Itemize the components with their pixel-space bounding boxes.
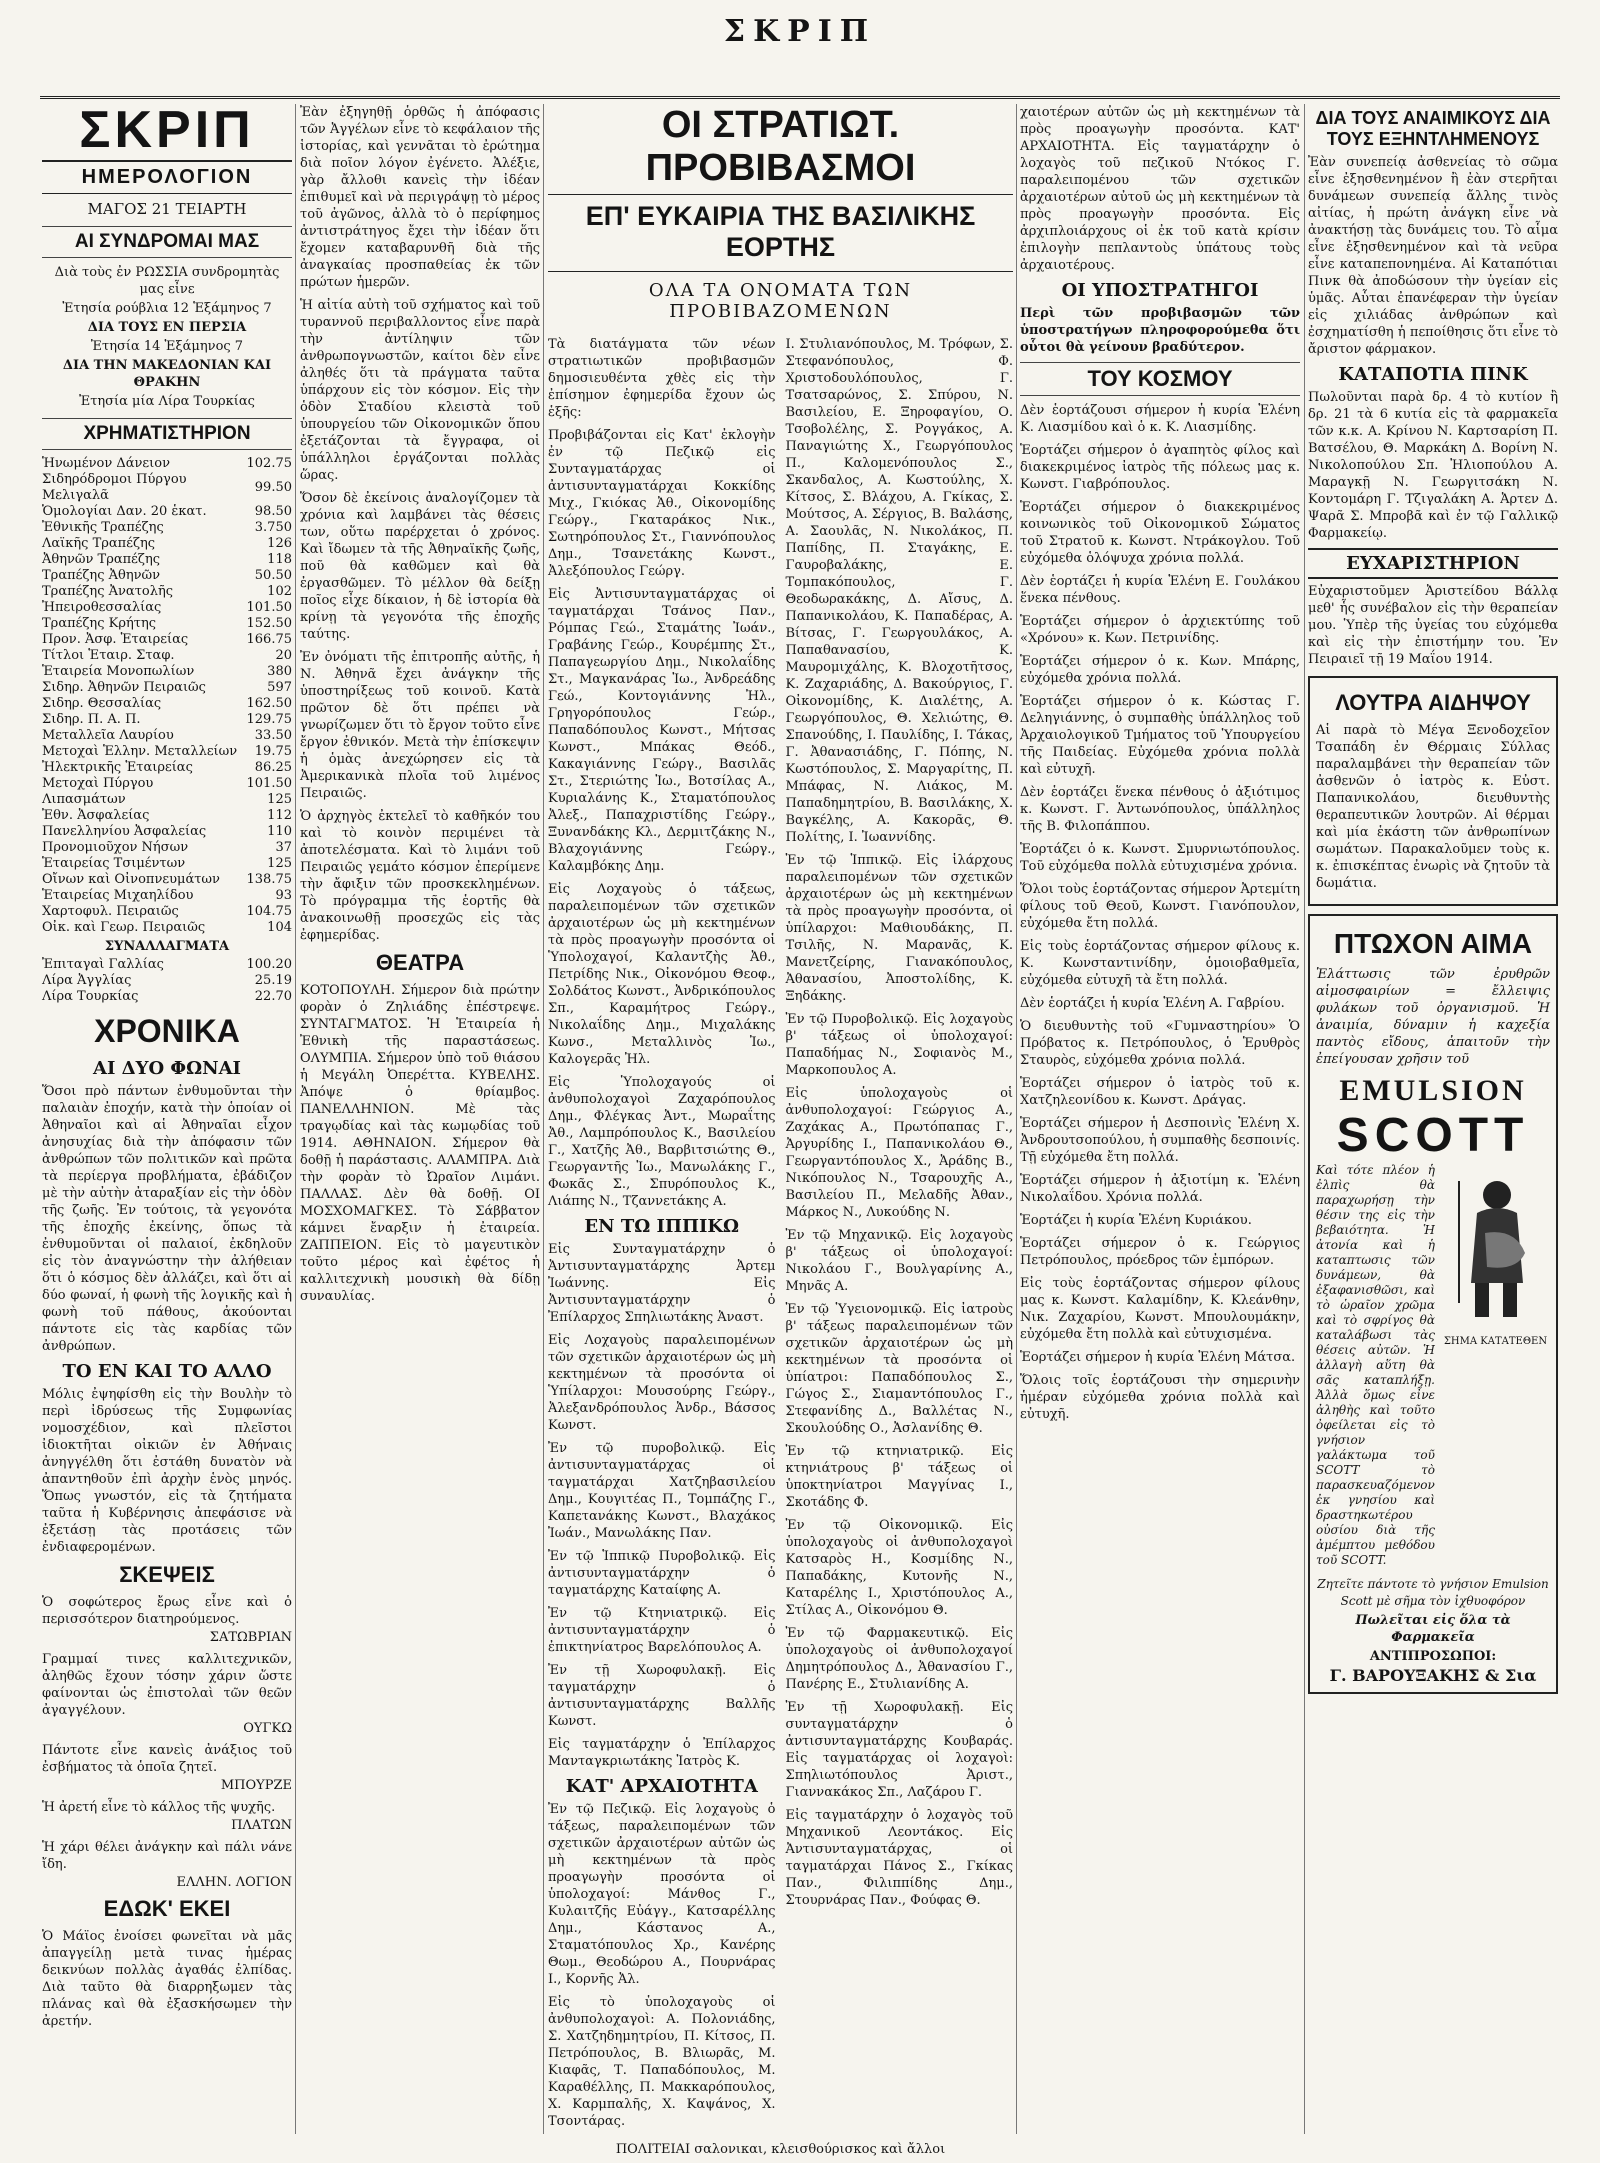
article-paragraph: Ἐν τῷ Ὑγειονομικῷ. Εἰς ἰατροὺς β' τάξεως παραλειπομένων τῶν σχετικῶν ἀρχαιοτέρων ὡς μὴ κεκτημένων τὰ προσόντα οἱ ὑπίατροι: Παπαδόπουλος Σ., Γώγος Σ., Σιαμαντόπουλος Γ., Στεφανίδης Δ., Βαλλέτας Ν., Σκουλούδης Ο., Ἀσλανίδης Θ.	[785, 1302, 1013, 1436]
exchange-table	[42, 456, 292, 936]
theatre-text: ΚΟΤΟΠΟΥΛΗ. Σήμερον διὰ πρώτην φορὰν ὁ Ζηλιάδης ἐπέστρεψε. ΣΥΝΤΑΓΜΑΤΟΣ. Ἡ Ἑταιρεία ἡ Ἐθνικὴ τῆς παραστάσεως. ΟΛΥΜΠΙΑ. Σήμερον ὑπὸ τοῦ θιάσου ἡ Μεγάλη Ὀπερέττα. ΚΥΒΕΛΗΣ. Ἀπόψε ὁ θρίαμβος. ΠΑΝΕΛΛΗΝΙΟΝ. Μὲ τὰς τραγῳδίας καὶ τὰς κωμῳδίας τοῦ 1914. ΑΘΗΝΑΙΟΝ. Σήμερον θὰ δοθῇ ἡ παράστασις. ΑΛΑΜΠΡΑ. Διὰ τὴν φορὰν τὸ Ὠραῖον Λιμάνι. ΠΑΛΛΑΣ. Δὲν θὰ δοθῇ. ΟΙ ΜΟΣΧΟΜΑΓΚΕΣ. Τὸ Σάββατον κάμνει ἔναρξιν ἡ ἐταιρεία. ΖΑΠΠΕΙΟΝ. Εἰς τὸ μαγευτικὸν τοῦτο μέρος καὶ ἐφέτος ἡ καλλιτεχνικὴ μουσικὴ θὰ δίδῃ συναυλίας.	[300, 983, 540, 1304]
article-paragraph: Ἑορτάζει ἡ κυρία Ἑλένη Κυριάκου.	[1020, 1213, 1252, 1228]
rate-row	[42, 472, 292, 504]
rate-value: 597	[267, 680, 292, 695]
rate-name: Οἴνων καὶ Οἰνοπνευμάτων	[42, 872, 220, 887]
rate-row	[42, 728, 292, 744]
baths-heading: ΛΟΥΤΡΑ ΑΙΔΗΨΟΥ	[1335, 690, 1531, 715]
rate-row	[42, 680, 292, 696]
rate-name: Μετοχαὶ Ἑλλην. Μεταλλείων	[42, 744, 238, 759]
rate-value: 112	[267, 808, 292, 823]
issue-date: ΜΑΓΟΣ 21 ΤΕΙΑΡΤΗ	[87, 200, 247, 218]
exchange-subheading: ΣΥΝΑΛΛΑΓΜΑΤΑ	[104, 939, 230, 954]
rate-value: 129.75	[246, 712, 292, 727]
rate-value: 125	[267, 792, 292, 807]
chronika-subheading: ΑΙ ΔΥΟ ΦΩΝΑΙ	[93, 1058, 241, 1079]
article-paragraph: Ἐν τῷ Ἱππικῷ Πυροβολικῷ. Εἰς ἀντισυνταγματάρχην ὁ ταγματάρχης Καταίφης Α.	[548, 1549, 776, 1598]
section-heading: ΚΑΤ' ΑΡΧΑΙΟΤΗΤΑ	[565, 1776, 758, 1797]
rate-value: 22.70	[254, 989, 292, 1004]
sub-line: Ἐτησία μία Λίρα Τουρκίας	[79, 394, 255, 409]
rate-value: 98.50	[254, 504, 292, 519]
article-paragraph: Ἑορτάζει σήμερον ἡ κυρία Ἑλένη Μάτσα.	[1020, 1350, 1296, 1365]
main-article-right	[786, 336, 1014, 2136]
thought-author: ΜΠΟΥΡΖΕ	[220, 1778, 292, 1793]
rate-row	[42, 824, 292, 840]
rate-name: Ἠπειροθεσσαλίας	[42, 600, 162, 615]
rate-name: Τραπέζης Κρήτης	[42, 616, 157, 631]
article-paragraph: Εἰς τὸ ὑπολοχαγοὺς οἱ ἀνθυπολοχαγοὶ: Α. Πολονιάδης, Σ. Χατζηδημητρίου, Π. Κίτσος, Π. Πετρόπουλος, Β. Βλιωρᾶς, Μ. Κιαφᾶς, Τ. Παπαδόπουλος, Μ. Καραθέλλης, Π. Μακκαρόπουλος, Χ. Καρμπαλῆς, Χ. Καψάνος, Χ. Τσοντάρας.	[548, 1995, 776, 2129]
rate-name: Ὁμολογίαι Δαν. 20 ἑκατ.	[42, 504, 207, 519]
rate-row	[42, 696, 292, 712]
rate-name: Λαϊκῆς Τραπέζης	[42, 536, 156, 551]
rate-value: 126	[267, 536, 292, 551]
rate-name: Ἡνωμένον Δάνειον	[42, 456, 170, 471]
article-paragraph: Ἐν τῷ κτηνιατρικῷ. Εἰς κτηνιάτρους β' τάξεως οἱ ὑποκτηνίατροι Μαγγίνας Ι., Σκοτάδης Φ.	[785, 1444, 1013, 1510]
article-paragraph: Ἑορτάζει σήμερον ἡ Δεσποινὶς Ἑλένη Χ. Ἀνδρουτσοπούλου, ἡ συμπαθὴς δεσποινίς. Τῇ εὐχόμεθα ἔτη πολλά.	[1020, 1116, 1300, 1165]
rate-value: 101.50	[246, 600, 292, 615]
article-paragraph: Ἐν τῷ Κτηνιατρικῷ. Εἰς ἀντισυνταγματάρχην ὁ ἐπικτηνίατρος Βαρελόπουλος Α.	[548, 1606, 776, 1655]
rate-name: Ἑταιρεία Μονοπωλίων	[42, 664, 195, 679]
rate-row	[42, 504, 292, 520]
pink-heading: ΚΑΤΑΠΟΤΙΑ ΠΙΝΚ	[1338, 364, 1528, 385]
seek-line: Ζητεῖτε πάντοτε τὸ γνήσιον Emulsion Scott μὲ σῆμα τὸν ἰχθυοφόρον	[1317, 1577, 1549, 1608]
rate-name: Χαρτοφυλ. Πειραιῶς	[42, 904, 179, 919]
rate-row	[42, 744, 292, 760]
rate-value: 100.20	[246, 957, 292, 972]
column-divider	[295, 104, 296, 2134]
rate-name: Ἐθνικῆς Τραπέζης	[42, 520, 164, 535]
article-paragraph: Ι. Στυλιανόπουλος, Μ. Τρόφων, Σ. Στεφανόπουλος, Φ. Χριστοδουλόπουλος, Γ. Τσατσαρώνος, Σ. Σπύρου, Ν. Βασιλείου, Ε. Ξηροφαγίου, Ο. Τσοβολέλης, Σ. Ρογγάκος, Α. Παναγιώτης Χ., Γεωργόπουλος Π., Καλομενόπουλος Σ., Σκανδαλος, Α. Κωστούλης, Χ. Κίτσος, Σ. Βλάχου, Α. Γκίκας, Σ. Μούτσος, Α. Σέργιος, Β. Βαλάσης, Α. Σαουλᾶς, Ν. Νικολάκος, Π. Παπίδης, Π. Σταγάκης, Ε. Γαυροβαλάκης, Ε. Τομπακόπουλος, Γ. Θεοδωρακάκης, Δ. Αἴσυς, Δ. Παπανικολάου, Κ. Παπαδέρας, Α. Βίτσας, Γ. Γεωργουλάκος, Α. Παπαθανασίου, Κ. Μαυρομιχάλης, Κ. Βλοχοτῆτσος, Κ. Ζαχαριάδης, Δ. Βακούργιος, Γ. Οἰκονομίδης, Κ. Διαλέτης, Α. Γεωργόπουλος, Θ. Χελιώτης, Θ. Σπανούδης, Ι. Παυλίδης, Ι. Τάκας, Γ. Ἀθανασιάδης, Γ. Πόπης, Ν. Κωστόπουλος, Σ. Μαργαρίτης, Π. Μπάφας, Ν. Λιάκος, Μ. Παπαδημητρίου, Β. Βασιλάκης, Χ. Βαγκέλης, Α. Κακορᾶς, Θ. Πολίτης, Ι. Ἰωαννίδης.	[785, 337, 1013, 845]
rate-value: 93	[275, 888, 292, 903]
pink-text: Πωλοῦνται παρὰ δρ. 4 τὸ κυτίον ἢ δρ. 21 τὰ 6 κυτία εἰς τὰ φαρμακεῖα τῶν κ.κ. Α. Κρίνου Ν. Καρτσαρίση Π. Βατσέλου, Θ. Μαρκάκη Δ. Βορίνη Ν. Νικολοπούλου Σπ. Ἠλιοπούλου Α. Μαραγκῇ Ν. Γεωργιτσάκη Ν. Κοντομάρη Γ. Τζιγαλάκη Α. Ἀρτεν Δ. Ψαρᾶ Σ. Μπροβᾶ καὶ ἐν τῷ Γαλλικῷ Φαρμακείῳ.	[1308, 390, 1558, 541]
generals-text: Περὶ τῶν προβιβασμῶν τῶν ὑποστρατήγων πληροφορούμεθα ὅτι οὗτοι θὰ γείνουν βραδύτερον.	[1020, 306, 1300, 355]
thought-author: ΕΛΛΗΝ. ΛΟΓΙΟΝ	[176, 1875, 292, 1890]
rate-value: 104.75	[246, 904, 292, 919]
agent-name: Γ. ΒΑΡΟΥΞΑΚΗΣ & Σια	[1329, 1666, 1537, 1685]
article-paragraph: Ἐν τῇ Χωροφυλακῇ. Εἰς συνταγματάρχην ὁ ἀντισυνταγματάρχης Κουβαράς. Εἰς ταγματάρχας οἱ λοχαγοὶ: Σπηλιωτόπουλος Ἀριστ., Γιαννακάκος Σπ., Λαζάρου Γ.	[785, 1700, 1013, 1800]
rate-row	[42, 536, 292, 552]
scott-ad-body	[1316, 1163, 1550, 1574]
thought-text: Πάντοτε εἶνε κανεὶς ἀνάξιος τοῦ ἐσβήματος τὰ ὁποῖα ζητεῖ.	[42, 1743, 292, 1775]
rate-name: Ἐθν. Ἀσφαλείας	[42, 808, 150, 823]
rate-value: 37	[275, 840, 292, 855]
sub-line: ΔΙΑ ΤΟΥΣ ΕΝ ΠΕΡΣΙΑ	[87, 320, 247, 335]
rate-name: Λίρα Τουρκίας	[42, 989, 139, 1004]
sub-line: Διὰ τοὺς ἐν ΡΩΣΣΙΑ συνδρομητὰς μας εἶνε	[54, 265, 280, 297]
article-paragraph: Εἰς Λοχαγοὺς ὁ τάξεως, παραλειπομένων τῶν σχετικῶν ἀρχαιοτέρων ὡς μὴ κεκτημένων τὰ πρὸς προαγωγὴν προσόντα οἱ Ὑπολοχαγοί, Καλαντζὴς Ἀθ., Πετρίδης Νικ., Οἰκονόμου Θεοφ., Σολδάτος Κωνστ., Ἀνδρικόπουλος Σπ., Καραμήτρος Γεώργ., Νικολαΐδης Δημ., Μιχαλάκης Κωνσ., Μεταλλινὸς Ἰω., Καλογερᾶς Ἠλ.	[548, 882, 776, 1067]
rate-value: 380	[267, 664, 292, 679]
rate-name: Ἐπιταγαὶ Γαλλίας	[42, 957, 164, 972]
article-paragraph: Εἰς τοὺς ἑορτάζοντας σήμερον φίλους μας κ. Κωνστ. Καλαμίδην, Κ. Κλεάνθην, Νικ. Ζαχαρίου, Κωνστ. Μπουλουμάκην, εὐχόμεθα ἔτη πολλὰ καὶ εὐτυχισμένα.	[1020, 1276, 1300, 1342]
rate-value: 152.50	[246, 616, 292, 631]
article-paragraph: Ἑορτάζει σήμερον ὁ κ. Κων. Μπάρης, εὐχόμεθα χρόνια πολλά.	[1020, 654, 1300, 686]
edok-text: Ὁ Μάϊος ἐνοίσει φωνεῖται νὰ μᾶς ἀπαγγείλῃ μετὰ τινας ἡμέρας δεικνύων πολλὰς ἀγαθάς ἐλπίδας. Διὰ ταῦτο θὰ διαρρηξωμεν τὰς πλάνας καὶ θὰ ἐξασκήσωμεν τὴν ἀρετήν.	[42, 1929, 292, 2029]
chronika-heading: ΧΡΟΝΙΚΑ	[94, 1013, 240, 1049]
article-paragraph: Ἑορτάζει σήμερον ὁ ἰατρὸς τοῦ κ. Χατζηλεονίδου κ. Κωνστ. Δράγας.	[1020, 1076, 1300, 1108]
masthead	[40, 4, 1560, 99]
rate-value: 25.19	[254, 973, 292, 988]
rate-row	[42, 792, 292, 808]
article-paragraph: Εἰς ταγματάρχην ὁ λοχαγὸς τοῦ Μηχανικοῦ Λεοντάκος. Εἰς Ἀντισυνταγματάρχας, οἱ ταγματάρχαι Πάνος Σ., Γκίκας Παν., Φιλιππίδης Δημ., Στουρνάρας Παν., Φούφας Θ.	[785, 1808, 1013, 1908]
thought-text: Ἡ χάρι θέλει ἀνάγκην καὶ πάλι νάνε ἴδη.	[42, 1840, 292, 1872]
rate-row	[42, 456, 292, 472]
article-paragraph: Τὰ διατάγματα τῶν νέων στρατιωτικῶν προβιβασμῶν δημοσιευθέντα χθὲς εἰς τὴν ἐπίσημον ἐφημερίδα ἔχουν ὡς ἑξῆς:	[548, 337, 776, 420]
rate-row	[42, 600, 292, 616]
rate-value: 166.75	[246, 632, 292, 647]
main-article-left	[548, 336, 776, 2136]
calendar-heading: ΗΜΕΡΟΛΟΓΙΟΝ	[42, 160, 292, 194]
rate-name: Προν. Ἀσφ. Ἑταιρείας	[42, 632, 189, 647]
baths-text: Αἱ παρὰ τὸ Μέγα Ξενοδοχεῖον Τσαπάδη ἐν Θέρμαις Σύλλας παραλαμβάνει τὴν θεραπείαν τῶν ἀσθενῶν ὁ ἰατρὸς κ. Εὐστ. Παπανικολάου, διευθυντὴς θεραπευτικῶν λουτρῶν. Αἱ θέρμαι καὶ μία ἑκάστη τῶν ἀνθρωπίνων σωμάτων. Παρακαλοῦμεν τοὺς κ. κ. ἐπισκέπτας ἐνωρὶς νὰ ζητοῦν τὰ δωμάτια.	[1316, 723, 1550, 891]
rate-row	[42, 808, 292, 824]
column-5	[1308, 104, 1558, 2144]
article-text: Ὁ ἀρχηγὸς ἐκτελεῖ τὸ καθῆκόν του καὶ τὸ κοινὸν περιμένει τὰ ἀποτελέσματα. Καὶ τὸ λιμάνι τοῦ Πειραιῶς γεμάτο κόσμον ἐπερίμενε τὴν ἄφιξιν τῶν προσκεκλημένων. Τὸ πρόγραμμα τῆς ἑορτῆς θὰ ἀνακοινωθῇ προσεχῶς εἰς τὰς ἐφημερίδας.	[300, 809, 540, 943]
column-divider	[543, 104, 544, 2134]
rate-name: Σιδηρ. Ἀθηνῶν Πειραιῶς	[42, 680, 206, 695]
rate-row	[42, 616, 292, 632]
column-divider	[1016, 104, 1017, 2134]
rate-name: Τίτλοι Ἑταιρ. Σταφ.	[42, 648, 175, 663]
fx-table	[42, 957, 292, 1005]
article-paragraph: Ἑορτάζει σήμερον ὁ διακεκριμένος κοινωνικὸς τοῦ Οἰκονομικοῦ Σώματος τοῦ Στρατοῦ κ. Κωνστ. Ντράκογλου. Τοῦ εὐχόμεθα ὁλόψυχα χρόνια πολλά.	[1020, 500, 1300, 566]
social-notices	[1020, 402, 1300, 1423]
article-paragraph: Ἐν τῷ Οἰκονομικῷ. Εἰς ὑπολοχαγοὺς οἱ ἀνθυπολοχαγοὶ Κατσαρὸς Η., Κοσμίδης Ν., Παπαδάκης, Κυτονῆς Ν., Καταρέλης Ι., Χριστόπουλος Α., Στίλας Α., Οἰκονόμου Θ.	[785, 1518, 1013, 1618]
rate-name: Προνομιοῦχον Νήσων	[42, 840, 189, 855]
rate-name: Πανελληνίου Ἀσφαλείας	[42, 824, 207, 839]
rate-name: Ἑταιρείας Τσιμέντων	[42, 856, 186, 871]
rate-value: 101.50	[246, 776, 292, 791]
anemic-text: Ἐὰν συνεπείᾳ ἀσθενείας τὸ σῶμα εἶνε ἐξησθενημένον ἢ ἐὰν στερῆται δυνάμεων συνεπείᾳ ἄλλης τινὸς αἰτίας, ἡ πρώτη ἀνάγκη εἶνε νὰ ἀνακτήσῃ τὰς δυνάμεις του. Τὸ αἷμα εἶνε ἐξησθενημένον καὶ τὰ νεῦρα εἶνε καταπεπονημένα. Αἱ Καταπότιαι Πινκ θὰ ἀποδώσουν τὴν ὑγείαν εἰς ὑμᾶς. Αὗται ἐπανέφεραν τὴν ὑγείαν εἰς χιλιάδας ἀνθρώπων καὶ ἐσχηματίσθη ἡ πεποίθησις ὅτι εἶνε τὸ ἄριστον φάρμακον.	[1308, 155, 1558, 357]
rate-row	[42, 872, 292, 888]
column-4	[1020, 104, 1300, 2144]
rate-value: 3.750	[254, 520, 292, 535]
anemic-heading: ΔΙΑ ΤΟΥΣ ΑΝΑΙΜΙΚΟΥΣ ΔΙΑ ΤΟΥΣ ΕΞΗΝΤΛΗΜΕΝΟΥΣ	[1315, 108, 1551, 149]
rate-row	[42, 957, 292, 973]
article-paragraph: Εἰς Ὑπολοχαγούς οἱ ἀνθυπολοχαγοὶ Ζαχαρόπουλος Δημ., Φλέγκας Ἀντ., Μωραΐτης Ἀθ., Λαμπρόπουλος Κ., Βασιλείου Γ., Χατζῆς Ἀθ., Βαρβιτσιώτης Θ., Γεωργαντῆς Ἰω., Μανωλάκης Γ., Φωκᾶς Σ., Σπυρόπουλος Κ., Λιάπης Ν., Τζαννετάκης Α.	[548, 1075, 776, 1209]
article-paragraph: Ἐν τῷ Πεζικῷ. Εἰς λοχαγοὺς ὁ τάξεως, παραλειπομένων τῶν σχετικῶν ἀρχαιοτέρων αὐτῶν ὡς μὴ κεκτημένων τὰ πρὸς προαγωγὴν προσόντα οἱ ὑπολοχαγοί: Μάνθος Γ., Κυλαιτζῆς Εὐάγγ., Κατσαρέλλης Δημ., Κάστανος Α., Σταματόπουλος Χρ., Κανέρης Θωμ., Θεοδώρου Α., Πουρνάρας Ι., Κορνῆς Ἀλ.	[548, 1802, 776, 1987]
scott-slogan: Καὶ τότε πλέον ἡ ἐλπὶς θὰ παραχωρήσῃ τὴν θέσιν της εἰς τὴν βεβαιότητα. Ἡ ἀτονία καὶ ἡ καταπτωσις τῶν δυνάμεων, θὰ ἐξαφανισθῶσι, καὶ τὸ ὡραῖον χρῶμα καὶ τὸ σφρίγος θὰ καταλάβωσι τὰς θέσεις αὐτῶν. Ἡ ἀλλαγὴ αὕτη θὰ σᾶς καταπλήξῃ. Ἀλλὰ ὅμως εἶνε ἀληθὴς καὶ τοῦτο ὀφείλεται εἰς τὸ γνήσιον γαλάκτωμα τοῦ SCOTT τὸ παρασκευαζόμενον ἐκ γνησίου καὶ δραστηκωτέρου οὐσίου διὰ τῆς ἀμέμπτου μεθόδου τοῦ SCOTT.	[1316, 1163, 1435, 1567]
masthead-title: ΣΚΡΙΠ	[723, 14, 877, 49]
rate-row	[42, 840, 292, 856]
article-paragraph: Ὅλοι τοὺς ἑορτάζοντας σήμερον Ἀρτεμίτη φίλους τοῦ Θεοῦ, Κωνστ. Γιανόπουλον, εὐχόμεθα ἔτη πολλά.	[1020, 882, 1300, 931]
rate-row	[42, 664, 292, 680]
rate-name: Ἠλεκτρικῆς Ἑταιρείας	[42, 760, 193, 775]
thought-author: ΟΥΓΚΩ	[243, 1721, 292, 1736]
thought-author: ΣΑΤΩΒΡΙΑΝ	[209, 1630, 292, 1645]
generals-heading: ΟΙ ΥΠΟΣΤΡΑΤΗΓΟΙ	[1061, 280, 1259, 301]
rate-name: Τραπέζης Ἀθηνῶν	[42, 568, 161, 583]
rate-row	[42, 989, 292, 1005]
rate-value: 102	[267, 584, 292, 599]
rate-value: 19.75	[254, 744, 292, 759]
article-text: Ἐν ὀνόματι τῆς ἐπιτροπῆς αὐτῆς, ἡ Ν. Ἀθηνᾶ ἔχει ἀνάγκην τῆς ὑποστηρίξεως τοῦ κοινοῦ. Κατὰ πρῶτον δὲ ὅτι πρέπει νὰ γνωρίζωμεν ὅτι τὸ ἔργον τοῦτο εἶνε ἔργον ἐθνικόν. Μετὰ τὴν ἐπίσκεψιν ἡ ὁμὰς ἀνεχώρησεν εἰς τὰ Ἀμερικανικὰ πλοῖα τοῦ λιμένος Πειραιῶς.	[300, 650, 540, 801]
rate-value: 20	[275, 648, 292, 663]
article-text: χαιοτέρων αὐτῶν ὡς μὴ κεκτημένων τὰ πρὸς προαγωγὴν προσόντα. ΚΑΤ' ΑΡΧΑΙΟΤΗΤΑ. Εἰς ταγματάρχην ὁ λοχαγὸς τοῦ πεζικοῦ Ντόκος Γ. παραλειπομένου τῶν σχετικῶν ἀρχαιοτέρων αὐτοῦ ὡς μὴ κεκτημένων τὰ πρὸς προαγωγὴν προσόντα. Εἰς ἀρχιπλοιάρχους οἱ ἐκ τοῦ κατὰ κρίσιν ἐπιλογὴν πεπλαντοὺς ὑπάτους τοὺς ἀρχαιοτέρους.	[1020, 105, 1300, 273]
article-paragraph: Ἑορτάζει σήμερον ὁ κ. Γεώργιος Πετρόπουλος, πρόεδρος τῶν ἐμπόρων.	[1020, 1236, 1300, 1268]
thought-text: Ἡ ἀρετή εἶνε τὸ κάλλος τῆς ψυχῆς.	[42, 1800, 276, 1815]
thoughts-heading: ΣΚΕΨΕΙΣ	[119, 1562, 215, 1587]
rate-row	[42, 648, 292, 664]
theatre-heading: ΘΕΑΤΡΑ	[375, 950, 465, 975]
rate-name: Μεταλλεῖα Λαυρίου	[42, 728, 174, 743]
rate-value: 50.50	[254, 568, 292, 583]
article-paragraph: Δὲν ἑορτάζουσι σήμερον ἡ κυρία Ἑλένη Κ. Λιασμίδου καὶ ὁ κ. Κ. Λιασμίδης.	[1020, 403, 1300, 435]
rate-value: 102.75	[246, 456, 292, 471]
baths-ad	[1308, 676, 1558, 906]
article-paragraph: Ἐν τῷ Φαρμακευτικῷ. Εἰς ὑπολοχαγοὺς οἱ ἀνθυπολοχαγοί Δημητρόπουλος Δ., Ἀθανασίου Γ., Πανέρης Ε., Στυλιανίδης Α.	[785, 1626, 1013, 1692]
main-subheadline: ΕΠ' ΕΥΚΑΙΡΙΑ ΤΗΣ ΒΑΣΙΛΙΚΗΣ ΕΟΡΤΗΣ	[585, 201, 976, 262]
rate-row	[42, 888, 292, 904]
rate-value: 110	[267, 824, 292, 839]
thought-text: Ὁ σοφώτερος ἔρως εἶνε καὶ ὁ περισσότερον διατηρούμενος.	[42, 1595, 292, 1627]
rate-row	[42, 584, 292, 600]
thoughts-list	[42, 1594, 292, 1890]
main-subheadline-2: ΟΛΑ ΤΑ ΟΝΟΜΑΤΑ ΤΩΝ ΠΡΟΒΙΒΑΖΟΜΕΝΩΝ	[548, 271, 1013, 322]
brand-scott: SCOTT	[1336, 1109, 1530, 1162]
article-text: Ἡ αἰτία αὐτὴ τοῦ σχήματος καὶ τοῦ τυραννοῦ περιβαλλοντος εἶνε παρὰ τὴν ἀντίληψιν τῶν ἀνθρωπογνωστῶν, καίτοι δὲν εἶνε ἀληθές ὅτι τὰ πράγματα ταῦτα ὑπάρχουν εἰς τὸν κόσμον. Εἰς τὴν ὁδὸν Σταδίου κλειστὰ τοῦ ὑπουργείου τῶν Οἰκονομικῶν ὅπου ἐξετάζονται τὰ ἔγγραφα, οἱ ὑπάλληλοι ἐργάζονται πολλὰς ὥρας.	[300, 298, 540, 483]
column-2	[300, 104, 540, 2144]
article-paragraph: Ἐν τῷ Μηχανικῷ. Εἰς λοχαγοὺς β' τάξεως οἱ ὑπολοχαγοί: Νικολάου Γ., Βουλγαρίνης Α., Μηνᾶς Α.	[785, 1228, 1013, 1294]
rate-name: Λίρα Ἀγγλίας	[42, 973, 132, 988]
blood-text: Ἐλάττωσις τῶν ἐρυθρῶν αἱμοσφαιρίων = ἔλλειψις φυλάκων τοῦ ὀργανισμοῦ. Ἡ ἀναιμία, δύναμιν ἡ καχεξία παντὸς εἴδους, ἀπαιτοῦν τὴν ἐπείγουσαν χρῆσιν τοῦ	[1316, 967, 1550, 1067]
article-paragraph: Εἰς τοὺς ἑορτάζοντας σήμερον φίλους κ. Κ. Κωνσταντινίδην, ὁμοιοβαθμεῖα, εὐχόμεθα εὐτυχῆ τὰ ἔτη πολλά.	[1020, 939, 1300, 988]
thanks-heading: ΕΥΧΑΡΙΣΤΗΡΙΟΝ	[1308, 548, 1558, 579]
rate-row	[42, 712, 292, 728]
sub-line: Ἐτησία 14 Ἑξάμηνος 7	[90, 339, 244, 354]
article-text: Ἐὰν ἐξηγηθῇ ὁρθῶς ἡ ἀπόφασις τῶν Ἀγγέλων εἶνε τὸ κεφάλαιον τῆς ἱστορίας, καὶ γεννᾶται τὸ ἐρώτημα διὰ ποῖον λόγον ἐγένετο. Ἀλέξιε, γὰρ ἄλλοθι κανεὶς τὴν ἰδέαν ἐπιθυμεῖ καὶ νὰ περιγράψῃ τὸ μέρος τοῦ ἀγῶνος, ἀλλὰ τὸ ὁ περίφημος ἀντιστράτηγος ἔχει τὴν ἰδέαν ὅτι ἔχομεν καταβαρυνθῆ διὰ τῆς ἀναγκαίας προσπαθείας ἐκ τῶν πρώτων ἡμερῶν.	[300, 105, 540, 290]
logo: ΣΚΡΙΠ	[79, 101, 255, 159]
fisherman-icon	[1445, 1173, 1545, 1323]
column-1	[42, 101, 292, 2144]
rate-name: Ἑταιρείας Μιχαηλίδου	[42, 888, 194, 903]
rate-value: 99.50	[254, 480, 292, 495]
article-paragraph: Εἰς Συνταγματάρχην ὁ Ἀντισυνταγματάρχης Ἀρτεμ Ἰωάννης. Εἰς Ἀντισυνταγματάρχην ὁ Ἐπίλαρχος Σπηλιωτάκης Ἀναστ.	[548, 1242, 776, 1325]
article-paragraph: Ὅλοις τοῖς ἑορτάζουσι τὴν σημερινὴν ἡμέραν εὐχόμεθα χρόνια πολλὰ καὶ εὐτυχῆ.	[1020, 1373, 1300, 1422]
rate-row	[42, 760, 292, 776]
rate-name: Οἰκ. καὶ Γεωρ. Πειραιῶς	[42, 920, 206, 935]
scott-ad	[1308, 914, 1558, 1694]
article-paragraph: Ἑορτάζει σήμερον ὁ ἀρχιεκτύπης τοῦ «Χρόνου» κ. Κων. Πετρινίδης.	[1020, 614, 1300, 646]
main-article	[548, 336, 1013, 2136]
subscriptions-heading: ΑΙ ΣΥΝΔΡΟΜΑΙ ΜΑΣ	[42, 226, 292, 258]
article-paragraph: Ἐν τῇ Χωροφυλακῇ. Εἰς ταγματάρχην ὁ ἀντισυνταγματάρχης Βαλλῆς Κωνστ.	[548, 1663, 776, 1729]
rate-name: Σιδηρ. Θεσσαλίας	[42, 696, 162, 711]
other-heading: ΤΟ ΕΝ ΚΑΙ ΤΟ ΑΛΛΟ	[62, 1361, 272, 1382]
article-paragraph: Ἑορτάζει ὁ κ. Κωνστ. Σμυρνιωτόπουλος. Τοῦ εὐχόμεθα πολλὰ εὐτυχισμένα χρόνια.	[1020, 842, 1300, 874]
rate-row	[42, 973, 292, 989]
article-paragraph: Εἰς Λοχαγοὺς παραλειπομένων τῶν σχετικῶν ἀρχαιοτέρων ὡς μὴ κεκτημένων τὰ προσόντα οἱ Ὑπίλαρχοι: Μουσούρης Γεώργ., Ἀλεξανδρόπουλος Ἀνδρ., Βάσσος Κωνστ.	[548, 1333, 776, 1433]
world-heading: ΤΟΥ ΚΟΣΜΟΥ	[1020, 362, 1300, 396]
rate-value: 86.25	[254, 760, 292, 775]
rate-row	[42, 632, 292, 648]
rate-value: 125	[267, 856, 292, 871]
thought-author: ΠΛΑΤΩΝ	[231, 1818, 292, 1833]
rate-value: 118	[267, 552, 292, 567]
rate-row	[42, 856, 292, 872]
article-paragraph: Ἐν τῷ Πυροβολικῷ. Εἰς λοχαγοὺς β' τάξεως οἱ ὑπολοχαγοί: Παπαδήμας Ν., Σοφιανὸς Μ., Μαρκοπουλος Α.	[785, 1012, 1013, 1078]
article-paragraph: Ἑορτάζει σήμερον ὁ κ. Κώστας Γ. Δεληγιάννης, ὁ συμπαθὴς ὑπάλληλος τοῦ Ἀρχαιολογικοῦ Τμήματος τοῦ Ὑπουργείου τῆς Παιδείας. Εὐχόμεθα χρόνια πολλὰ καὶ εὐτυχῆ.	[1020, 694, 1300, 777]
rate-value: 138.75	[246, 872, 292, 887]
article-paragraph: Εἰς Ἀντισυνταγματάρχας οἱ ταγματάρχαι Τσάνος Παν., Ρόμπας Γεώ., Σταμάτης Ἰωάν., Γραβάνης Γεώρ., Κουρέμπης Στ., Παπαγεωργίου Δημ., Νικολαΐδης Στ., Μαγκανάρας Ἰω., Ἀνδρεάδης Γεώ., Κοντογιάννης Ἠλ., Γρηγορόπουλος Γεώρ., Παπαδόπουλος Κωνστ., Μήτσας Κωνστ., Μπάκας Θεόδ., Κακαγιάννης Γεώργ., Βασιλᾶς Στ., Στεριώτης Ἰω., Βοτσίλας Α., Κυριαλάνης Κ., Σταματόπουλος Ἀλεξ., Παπαχριστίδης Γεώργ., Ξυνανδάκης Κλ., Δερμιτζάκης Ν., Βλαχογιάννης Γεώργ., Καλαμβόκης Δημ.	[548, 587, 776, 874]
article-paragraph: Ὁ διευθυντὴς τοῦ «Γυμναστηρίου» Ὁ Πρόβατος κ. Πετρόπουλος, ὁ Ἑρυθρὸς Σταυρὸς, εὐχόμεθα χρόνια πολλά.	[1020, 1019, 1300, 1068]
thought-text: Γραμμαί τινες καλλιτεχνικῶν, ἀληθῶς ἔχουν τόσην χάριν ὥστε φαίνονται ὡς ἐπιστολαὶ τῶν θεῶν ἀγαγγέλουν.	[42, 1652, 292, 1718]
agents-label: ΑΝΤΙΠΡΟΣΩΠΟΙ:	[1369, 1649, 1497, 1664]
rate-value: 104	[267, 920, 292, 935]
article-paragraph: Δὲν ἑορτάζει ἕνεκα πένθους ὁ ἀξιότιμος κ. Κωνστ. Γ. Ἀντωνόπουλος, ὑπάλληλος τῆς Β. Φιλοπάππου.	[1020, 785, 1300, 834]
rate-name: Μετοχαὶ Πύργου	[42, 776, 154, 791]
article-paragraph: Δὲν ἑορτάζει ἡ κυρία Ἑλένη Α. Γαβρίου.	[1020, 996, 1285, 1011]
article-paragraph: Ἑορτάζει σήμερον ἡ ἀξιοτίμη κ. Ἑλένη Νικολαΐδου. Χρόνια πολλά.	[1020, 1173, 1300, 1205]
trademark-label: ΣΗΜΑ ΚΑΤΑΤΕΘΕΝ	[1443, 1336, 1548, 1347]
article-paragraph: Εἰς ταγματάρχην ὁ Ἐπίλαρχος Μανταγκριωτάκης Ἰατρὸς Κ.	[548, 1737, 776, 1769]
fisherman-figure	[1441, 1163, 1550, 1574]
article-paragraph: Εἰς ὑπολοχαγοὺς οἱ ἀνθυπολοχαγοί: Γεώργιος Α., Ζαχάκας Α., Πρωτόπαπας Γ., Ἀργυρίδης Ι., Παπανικολάου Θ., Γεωργαντόπουλος Χ., Ἀράδης Β., Νικόπουλος Ν., Τσαρουχῆς Α., Βασιλείου Π., Μελαδῆς Ἀθαν., Μάρκος Ν., Λυκούδης Ν.	[785, 1086, 1013, 1220]
column-3	[548, 104, 1013, 2157]
sub-line: Ἐτησία ρούβλια 12 Ἑξάμηνος 7	[62, 301, 272, 316]
rate-name: Λιπασμάτων	[42, 792, 126, 807]
main-headline: ΟΙ ΣΤΡΑΤΙΩΤ. ΠΡΟΒΙΒΑΣΜΟΙ	[548, 104, 1013, 195]
rate-row	[42, 568, 292, 584]
edok-heading: ΕΔΩΚ' ΕΚΕΙ	[103, 1896, 231, 1921]
rate-row	[42, 776, 292, 792]
other-text: Μόλις ἐψηφίσθη εἰς τὴν Βουλὴν τὸ περὶ ἰδρύσεως τῆς Συμφωνίας νομοσχέδιον, καὶ πλεῖστοι ἰδιοκτῆται οἰκιῶν ἐν Ἀθήναις ἀνηγγέλθη ὅτι ἐστάθη δυνατὸν νὰ ἀπαντηθοῦν ἐπὶ ἀρχὴν ἑνὸς μηνός. Ὅπως γνωστόν, εἰς τὰ ζητήματα ταῦτα ἡ Κυβέρνησις ἀπεφάσισε νὰ ἐξετάσῃ τὰς προτάσεις τῶν ἐνδιαφερομένων.	[42, 1387, 292, 1555]
rate-row	[42, 904, 292, 920]
rate-value: 162.50	[246, 696, 292, 711]
blood-heading: ΠΤΩΧΟΝ ΑΙΜΑ	[1333, 928, 1533, 959]
rate-row	[42, 520, 292, 536]
brand-emulsion: EMULSION	[1339, 1074, 1527, 1107]
article-paragraph: Ἑορτάζει σήμερον ὁ ἀγαπητὸς φίλος καὶ διακεκριμένος ἰατρὸς τῆς πόλεως μας κ. Κωνστ. Γιαβρόπουλος.	[1020, 443, 1300, 492]
column-divider	[1304, 104, 1305, 2134]
chronika-text: Ὅσοι πρὸ πάντων ἐνθυμοῦνται τὴν παλαιὰν ἐποχήν, κατὰ τὴν ὁποίαν οἱ Ἀθηναῖοι καὶ αἱ Ἀθηναῖαι εἶχον ἀνησυχίας διὰ τὴν ἀπόφασιν τῶν ἀνθρώπων τῶν πολιτικῶν καὶ πρῶτα τὰ περίεργα προβλήματα, ἐβάδιζον μὲ τὴν αὐτὴν ἀταραξίαν εἰς τὴν ὁδὸν τῆς ζωῆς. Ἐν τούτοις, τὰ γεγονότα τῆς ἐποχῆς ἐκείνης, ὅπως τὰ ἐνθυμοῦνται οἱ παλαιοί, ἐκδηλοῦν εἰς τὸν ἀναγνώστην τὴν ἀλήθειαν ὅτι ὁ κόσμος δὲν ἀλλάζει, καὶ ὅτι αἱ δύο φωναί, ἡ φωνὴ τῆς λογικῆς καὶ ἡ φωνὴ τοῦ πάθους, ἀκούονται πάντοτε εἰς τὰς καρδίας τῶν ἀνθρώπων.	[42, 1084, 292, 1354]
rate-name: Σιδηρόδρομοι Πύργου Μελιγαλᾶ	[42, 472, 187, 503]
sold-line: Πωλεῖται εἰς ὅλα τὰ Φαρμακεῖα	[1355, 1613, 1511, 1645]
article-text: Ὅσον δὲ ἐκείνοις ἀναλογίζομεν τὰ χρόνια καὶ λαμβάνει τὰς θέσεις των, οὕτω παρέρχεται ὁ χρόνος. Καὶ ἴδωμεν τὰ τῆς Ἀθηναϊκῆς ζωῆς, ποῦ θὰ καθῶμεν καὶ θὰ ἐργασθῶμεν. Τὸ μέλλον θὰ δείξῃ ποῖος εἶχε δίκαιον, ἡ δὲ ἱστορία θὰ κρίνῃ τὰ γεγονότα τῆς ἐποχῆς ταύτης.	[300, 491, 540, 642]
rate-name: Τραπέζης Ἀνατολῆς	[42, 584, 174, 599]
thanks-text: Εὐχαριστοῦμεν Ἀριστείδου Βάλλᾳ μεθ' ἧς συνέβαλον εἰς τὴν θεραπείαν μου. Ὑπὲρ τῆς ὑγείας του εὐχόμεθα καὶ εἰς τὴν ἐπιστήμην του. Ἐν Πειραιεῖ τῇ 19 Μαΐου 1914.	[1308, 584, 1558, 667]
exchange-heading: ΧΡΗΜΑΤΙΣΤΗΡΙΟΝ	[42, 418, 292, 450]
rate-row	[42, 552, 292, 568]
rate-name: Σιδηρ. Π. Α. Π.	[42, 712, 141, 727]
rate-value: 33.50	[254, 728, 292, 743]
rate-name: Ἀθηνῶν Τραπέζης	[42, 552, 161, 567]
rate-row	[42, 920, 292, 936]
article-paragraph: Ἐν τῷ Ἱππικῷ. Εἰς ἱλάρχους παραλειπομένων τῶν σχετικῶν ἀρχαιοτέρων ὡς μὴ κεκτημένων τὰ πρὸς προαγωγὴν προσόντα, οἱ ὑπίλαρχοι: Μαθιουδάκης, Π. Τσιλῆς, Ν. Μαρανᾶς, Κ. Μανετζείρης, Γιανακόπουλος, Ἀθανασίου, Ἀποστολίδης, Κ. Ξηδάκης.	[785, 853, 1013, 1004]
article-paragraph: Ἐν τῷ πυροβολικῷ. Εἰς ἀντισυνταγματάρχας οἱ ταγματάρχαι Χατζηβασιλείου Δημ., Κουγιτέας Π., Τομπάζης Γ., Καπετανάκης Κωνστ., Βλαχάκος Ἰωάν., Μανωλάκης Παν.	[548, 1441, 776, 1541]
sub-line: ΔΙΑ ΤΗΝ ΜΑΚΕΔΟΝΙΑΝ ΚΑΙ ΘΡΑΚΗΝ	[62, 358, 272, 390]
article-paragraph: Δὲν ἑορτάζει ἡ κυρία Ἑλένη Ε. Γουλάκου ἕνεκα πένθους.	[1020, 574, 1300, 606]
column-footer: ΠΟΛΙΤΕΙΑΙ σαλονικαι, κλεισθούρισκος καὶ ἄλλοι	[615, 2142, 946, 2157]
section-heading: ΕΝ ΤΩ ΙΠΠΙΚΩ	[584, 1216, 740, 1237]
article-paragraph: Προβιβάζονται εἰς Κατ' ἐκλογὴν ἐν τῷ Πεζικῷ εἰς Συνταγματάρχας οἱ ἀντισυνταγματάρχαι Κοκκίδης Μιχ., Γκιόκας Ἀθ., Οἰκονομίδης Γεώργ., Γκαταράκος Νικ., Σωτηρόπουλος Στ., Γιαννόπουλος Δημ., Τσανετάκης Κωνστ., Ἀλεξόπουλος Γεώργ.	[548, 428, 776, 579]
